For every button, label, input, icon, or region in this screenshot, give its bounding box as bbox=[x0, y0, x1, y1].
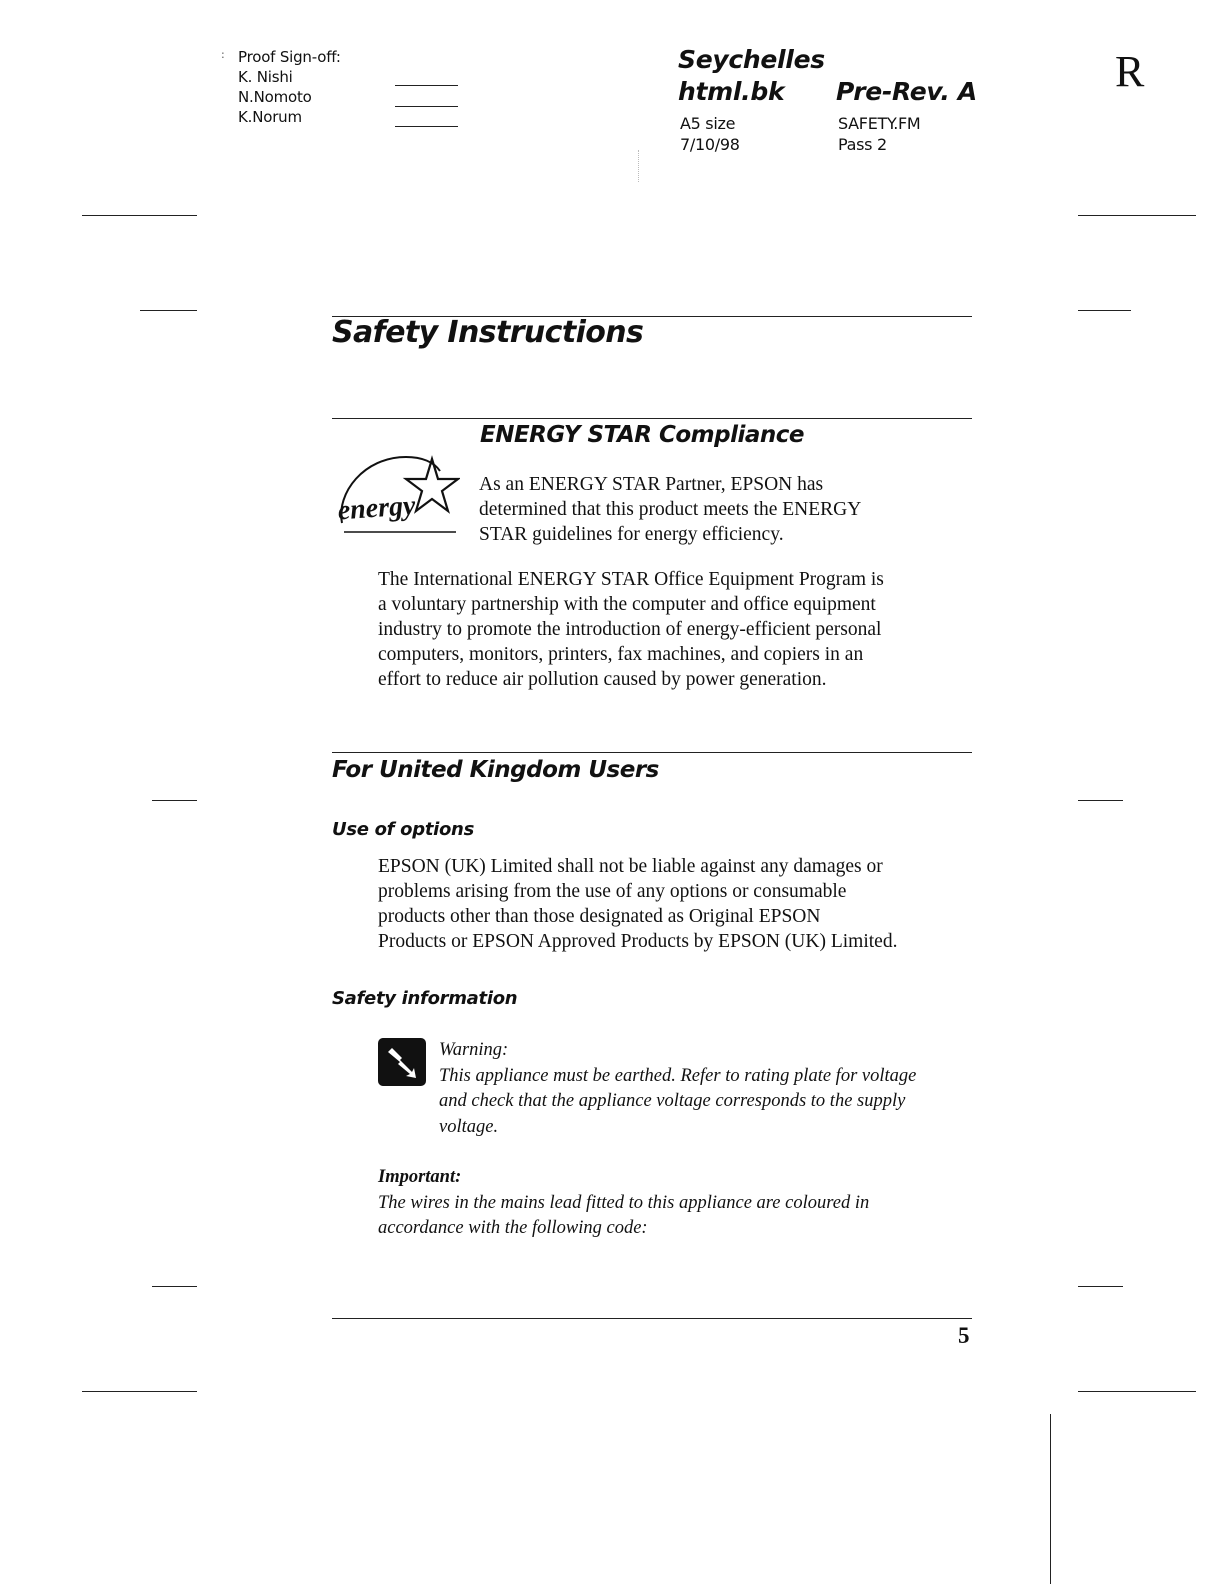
header-file: SAFETY.FM bbox=[838, 114, 921, 133]
crop-mark bbox=[82, 1391, 197, 1392]
crop-mark bbox=[140, 310, 197, 311]
header-size: A5 size bbox=[680, 114, 736, 133]
text-line: products other than those designated as Original EPSON bbox=[378, 906, 821, 927]
text-line: and check that the appliance voltage corresponds to the supply bbox=[439, 1091, 906, 1111]
text-line: The International ENERGY STAR Office Equipment Program is bbox=[378, 569, 884, 590]
text-line: This appliance must be earthed. Refer to rating plate for voltage bbox=[439, 1065, 917, 1086]
corner-mark: R bbox=[1115, 47, 1145, 96]
crop-mark bbox=[1078, 310, 1131, 311]
crop-mark bbox=[1078, 1391, 1196, 1392]
proof-title: Proof Sign-off: bbox=[238, 48, 341, 66]
proof-name: N.Nomoto bbox=[238, 88, 312, 106]
center-guide bbox=[638, 150, 639, 182]
text-line: voltage. bbox=[439, 1116, 499, 1137]
text-line: determined that this product meets the ENERGY bbox=[479, 499, 862, 520]
text-line: accordance with the following code: bbox=[378, 1218, 648, 1238]
header-pass: Pass 2 bbox=[838, 135, 887, 154]
proof-name: K. Nishi bbox=[238, 68, 293, 86]
signature-line bbox=[395, 106, 458, 107]
header-product: Seychelles bbox=[678, 45, 825, 74]
text-line: effort to reduce air pollution caused by power generation. bbox=[378, 669, 827, 690]
proof-dot: : bbox=[221, 48, 225, 61]
safety-information-heading: Safety information bbox=[332, 988, 518, 1009]
section-rule bbox=[332, 418, 972, 419]
header-book: html.bk bbox=[678, 77, 785, 106]
crop-mark bbox=[1078, 800, 1123, 801]
page-title: Safety Instructions bbox=[332, 315, 644, 350]
text-line: computers, monitors, printers, fax machines, and copiers in an bbox=[378, 644, 864, 665]
proof-signoff bbox=[238, 47, 341, 127]
text-line: EPSON (UK) Limited shall not be liable against any damages or bbox=[378, 856, 883, 877]
text-line: Products or EPSON Approved Products by EPSON (UK) Limited. bbox=[378, 931, 898, 952]
energy-star-intro bbox=[479, 472, 861, 547]
text-line: As an ENERGY STAR Partner, EPSON has bbox=[479, 474, 824, 495]
section-rule bbox=[332, 752, 972, 753]
energy-star-logo bbox=[334, 453, 460, 539]
crop-mark bbox=[1078, 1286, 1123, 1287]
text-line: STAR guidelines for energy efficiency. bbox=[479, 524, 784, 545]
proof-name: K.Norum bbox=[238, 108, 302, 126]
logo-text: energy bbox=[336, 490, 417, 527]
warning-label: Warning: bbox=[439, 1040, 509, 1060]
text-line: The wires in the mains lead fitted to this appliance are coloured in bbox=[378, 1192, 870, 1213]
uk-users-heading: For United Kingdom Users bbox=[332, 757, 659, 783]
text-line: a voluntary partnership with the computer and office equipment bbox=[378, 594, 876, 615]
warning-lightning-icon bbox=[378, 1038, 426, 1086]
crop-mark bbox=[82, 215, 197, 216]
crop-mark bbox=[152, 1286, 197, 1287]
important-label: Important: bbox=[378, 1167, 462, 1187]
crop-mark-vertical bbox=[1050, 1414, 1051, 1584]
signature-line bbox=[395, 126, 458, 127]
text-line: problems arising from the use of any options or consumable bbox=[378, 881, 847, 902]
header-date: 7/10/98 bbox=[680, 135, 740, 154]
page-number: 5 bbox=[958, 1323, 970, 1348]
energy-star-program bbox=[378, 567, 884, 692]
use-of-options-heading: Use of options bbox=[332, 819, 474, 840]
energy-star-heading: ENERGY STAR Compliance bbox=[480, 422, 804, 448]
text-line: industry to promote the introduction of energy-efficient personal bbox=[378, 619, 882, 640]
crop-mark bbox=[1078, 215, 1196, 216]
crop-mark bbox=[152, 800, 197, 801]
important-block bbox=[378, 1165, 869, 1242]
warning-block bbox=[439, 1038, 916, 1140]
signature-line bbox=[395, 85, 458, 86]
use-of-options-text bbox=[378, 854, 897, 954]
header-revision: Pre-Rev. A bbox=[836, 77, 977, 106]
footer-rule bbox=[332, 1318, 972, 1319]
